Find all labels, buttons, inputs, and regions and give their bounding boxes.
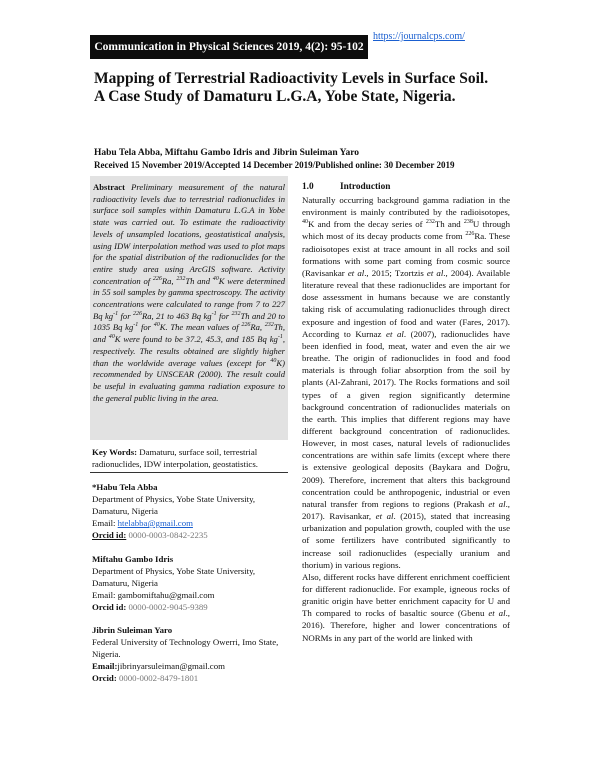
publication-dates: Received 15 November 2019/Accepted 14 December 2019/Published online: 30 December 2019 bbox=[94, 160, 455, 170]
section-title: Introduction bbox=[340, 182, 391, 192]
author-department: Department of Physics, Yobe State University, Damaturu, Nigeria bbox=[92, 494, 256, 516]
author-orcid-row bbox=[92, 672, 292, 684]
keywords-text: Damaturu, surface soil, terrestrial radionuclides, IDW interpolation, geostatistics. bbox=[92, 447, 258, 469]
affiliation-3 bbox=[92, 624, 292, 684]
affiliation-2 bbox=[92, 553, 292, 613]
orcid-label: Orcid id: bbox=[92, 602, 127, 612]
orcid-label: Orcid: bbox=[92, 673, 117, 683]
journal-url-link[interactable]: https://journalcps.com/ bbox=[373, 31, 465, 42]
email-label: Email: bbox=[92, 661, 118, 671]
keywords bbox=[92, 447, 288, 470]
author-department: Federal University of Technology Owerri, Imo State, Nigeria. bbox=[92, 637, 279, 659]
divider bbox=[90, 472, 288, 473]
email-label: Email: bbox=[92, 518, 116, 528]
orcid-link[interactable]: 0000-0003-0842-2235 bbox=[128, 530, 208, 540]
paragraph: Also, different rocks have different enrichment coefficient for different radionuclide. For example, igneous rocks of granitic origin have better enrichment capacity for U and Th compared to rocks of basaltic source (Gbenu et al., 2016). Therefore, higher and lower concentrations of NORMs in any part of the world are linked with bbox=[302, 571, 510, 643]
orcid-link[interactable]: 0000-0002-9045-9389 bbox=[128, 602, 208, 612]
section-number: 1.0 bbox=[302, 182, 314, 192]
email-label: Email: bbox=[92, 590, 116, 600]
title-line-2: A Case Study of Damaturu L.G.A, Yobe State, Nigeria. bbox=[94, 88, 456, 105]
article-title bbox=[94, 70, 534, 106]
title-line-1: Mapping of Terrestrial Radioactivity Levels in Surface Soil. bbox=[94, 70, 489, 87]
author-name: *Habu Tela Abba bbox=[92, 482, 158, 492]
author-email-row bbox=[92, 589, 292, 601]
section-heading-introduction bbox=[302, 182, 390, 192]
email-link[interactable]: jibrinyarsuleiman@gmail.com bbox=[117, 661, 225, 671]
author-department: Department of Physics, Yobe State University, Damaturu, Nigeria bbox=[92, 566, 256, 588]
email-link[interactable]: htelabba@gmail.com bbox=[117, 518, 193, 528]
paragraph: Naturally occurring background gamma radiation in the environment is mainly contributed by the radioisotopes, $^{40}$K and from the decay series of $^{232}$Th and $^{238}$U through which most of its decay products come from $^{226}$Ra. These radioisotopes exist at trace amount in all rocks and soil formations with some part coming from cosmic source (Ravisankar et al., 2015; Tzortzis et al., 2004). Available literature reveal that these radionuclides are important for dose assessment in humans because we are constantly taking risk of accumulating radionuclides through direct exposure and ingestion of food and water (Fares, 2017). According to Kurnaz et al. (2007), radionuclides have been idenfied in food, meat, water and even the air we breathe. The origin of radionuclides in food and food materials is through foliar absorption from the soil by plants (Al-Zahrani, 2017). The Rocks formations and soil types of a given region significantly determine background concentration of radionuclides materials on the earth. This implies that different regions may have different background concentration of radionuclides. However, in most cases, natural levels of radionuclides concentrations are within safe limits (except where there is extensive geological deposits (Baykara and Doğru, 2009). Therefore, increment that alters this background concentration could be anthropogenic, industrial or even natural transfer from regions to regions (Prakash et al., 2017). Ravisankar, et al. (2015), stated that increasing urbanization and population growth, coupled with the use of some fertilizers have contributed significantly to increase soil radionuclides (especially uranium and thorium) in various regions. bbox=[302, 195, 511, 570]
orcid-label: Orcid id: bbox=[92, 530, 127, 540]
affiliation-1 bbox=[92, 481, 292, 541]
author-list: Habu Tela Abba, Miftahu Gambo Idris and Jibrin Suleiman Yaro bbox=[94, 148, 360, 158]
author-orcid-row bbox=[92, 529, 292, 541]
orcid-link[interactable]: 0000-0002-8479-1801 bbox=[118, 673, 199, 683]
email-link[interactable]: gambomiftahu@gmail.com bbox=[117, 590, 215, 600]
author-email-row bbox=[92, 660, 292, 672]
introduction-body bbox=[302, 194, 510, 644]
author-name: Miftahu Gambo Idris bbox=[92, 554, 174, 564]
abstract: Abstract Preliminary measurement of the natural radioactivity levels due to terrestrial radionuclides in surface soil samples within Damaturu L.G.A in Yobe state was carried out. To estimate the radioactivity levels of unsampled locations, geostatistical analysis, using IDW interpolation method was used to plot maps for the spatial distribution of the radionuclides for the entire study area using ArcGIS software. Activity concentration of $^{226}$Ra, $^{232}$Th and $^{40}$K were determined in 55 soil samples by gamma spectroscopy. The activity concentrations were calculated to range from 7 to 227 Bq $kg^{-1}$ for $^{226}$Ra, 21 to 463 Bq $kg^{-1}$ for $^{232}$Th and 20 to 1035 Bq $kg^{-1}$ for $^{40}$K. The mean values of $^{226}$Ra, $^{232}$Th, and $^{40}$K were found to be 37.2, 45.3, and 185 Bq $kg^{-1}$, respectively. The results obtained are slightly higher than the worldwide average values (except for $^{40}$K) recommended by UNSCEAR (2000). The result could be useful in evaluating gamma radiation exposure to the general public living in the area. bbox=[93, 182, 286, 403]
author-orcid-row bbox=[92, 601, 292, 613]
journal-banner: Communication in Physical Sciences 2019, 4(2): 95-102 bbox=[90, 35, 368, 59]
author-email-row bbox=[92, 517, 292, 529]
keywords-label: Key Words: bbox=[92, 447, 138, 457]
author-name: Jibrin Suleiman Yaro bbox=[92, 625, 173, 635]
